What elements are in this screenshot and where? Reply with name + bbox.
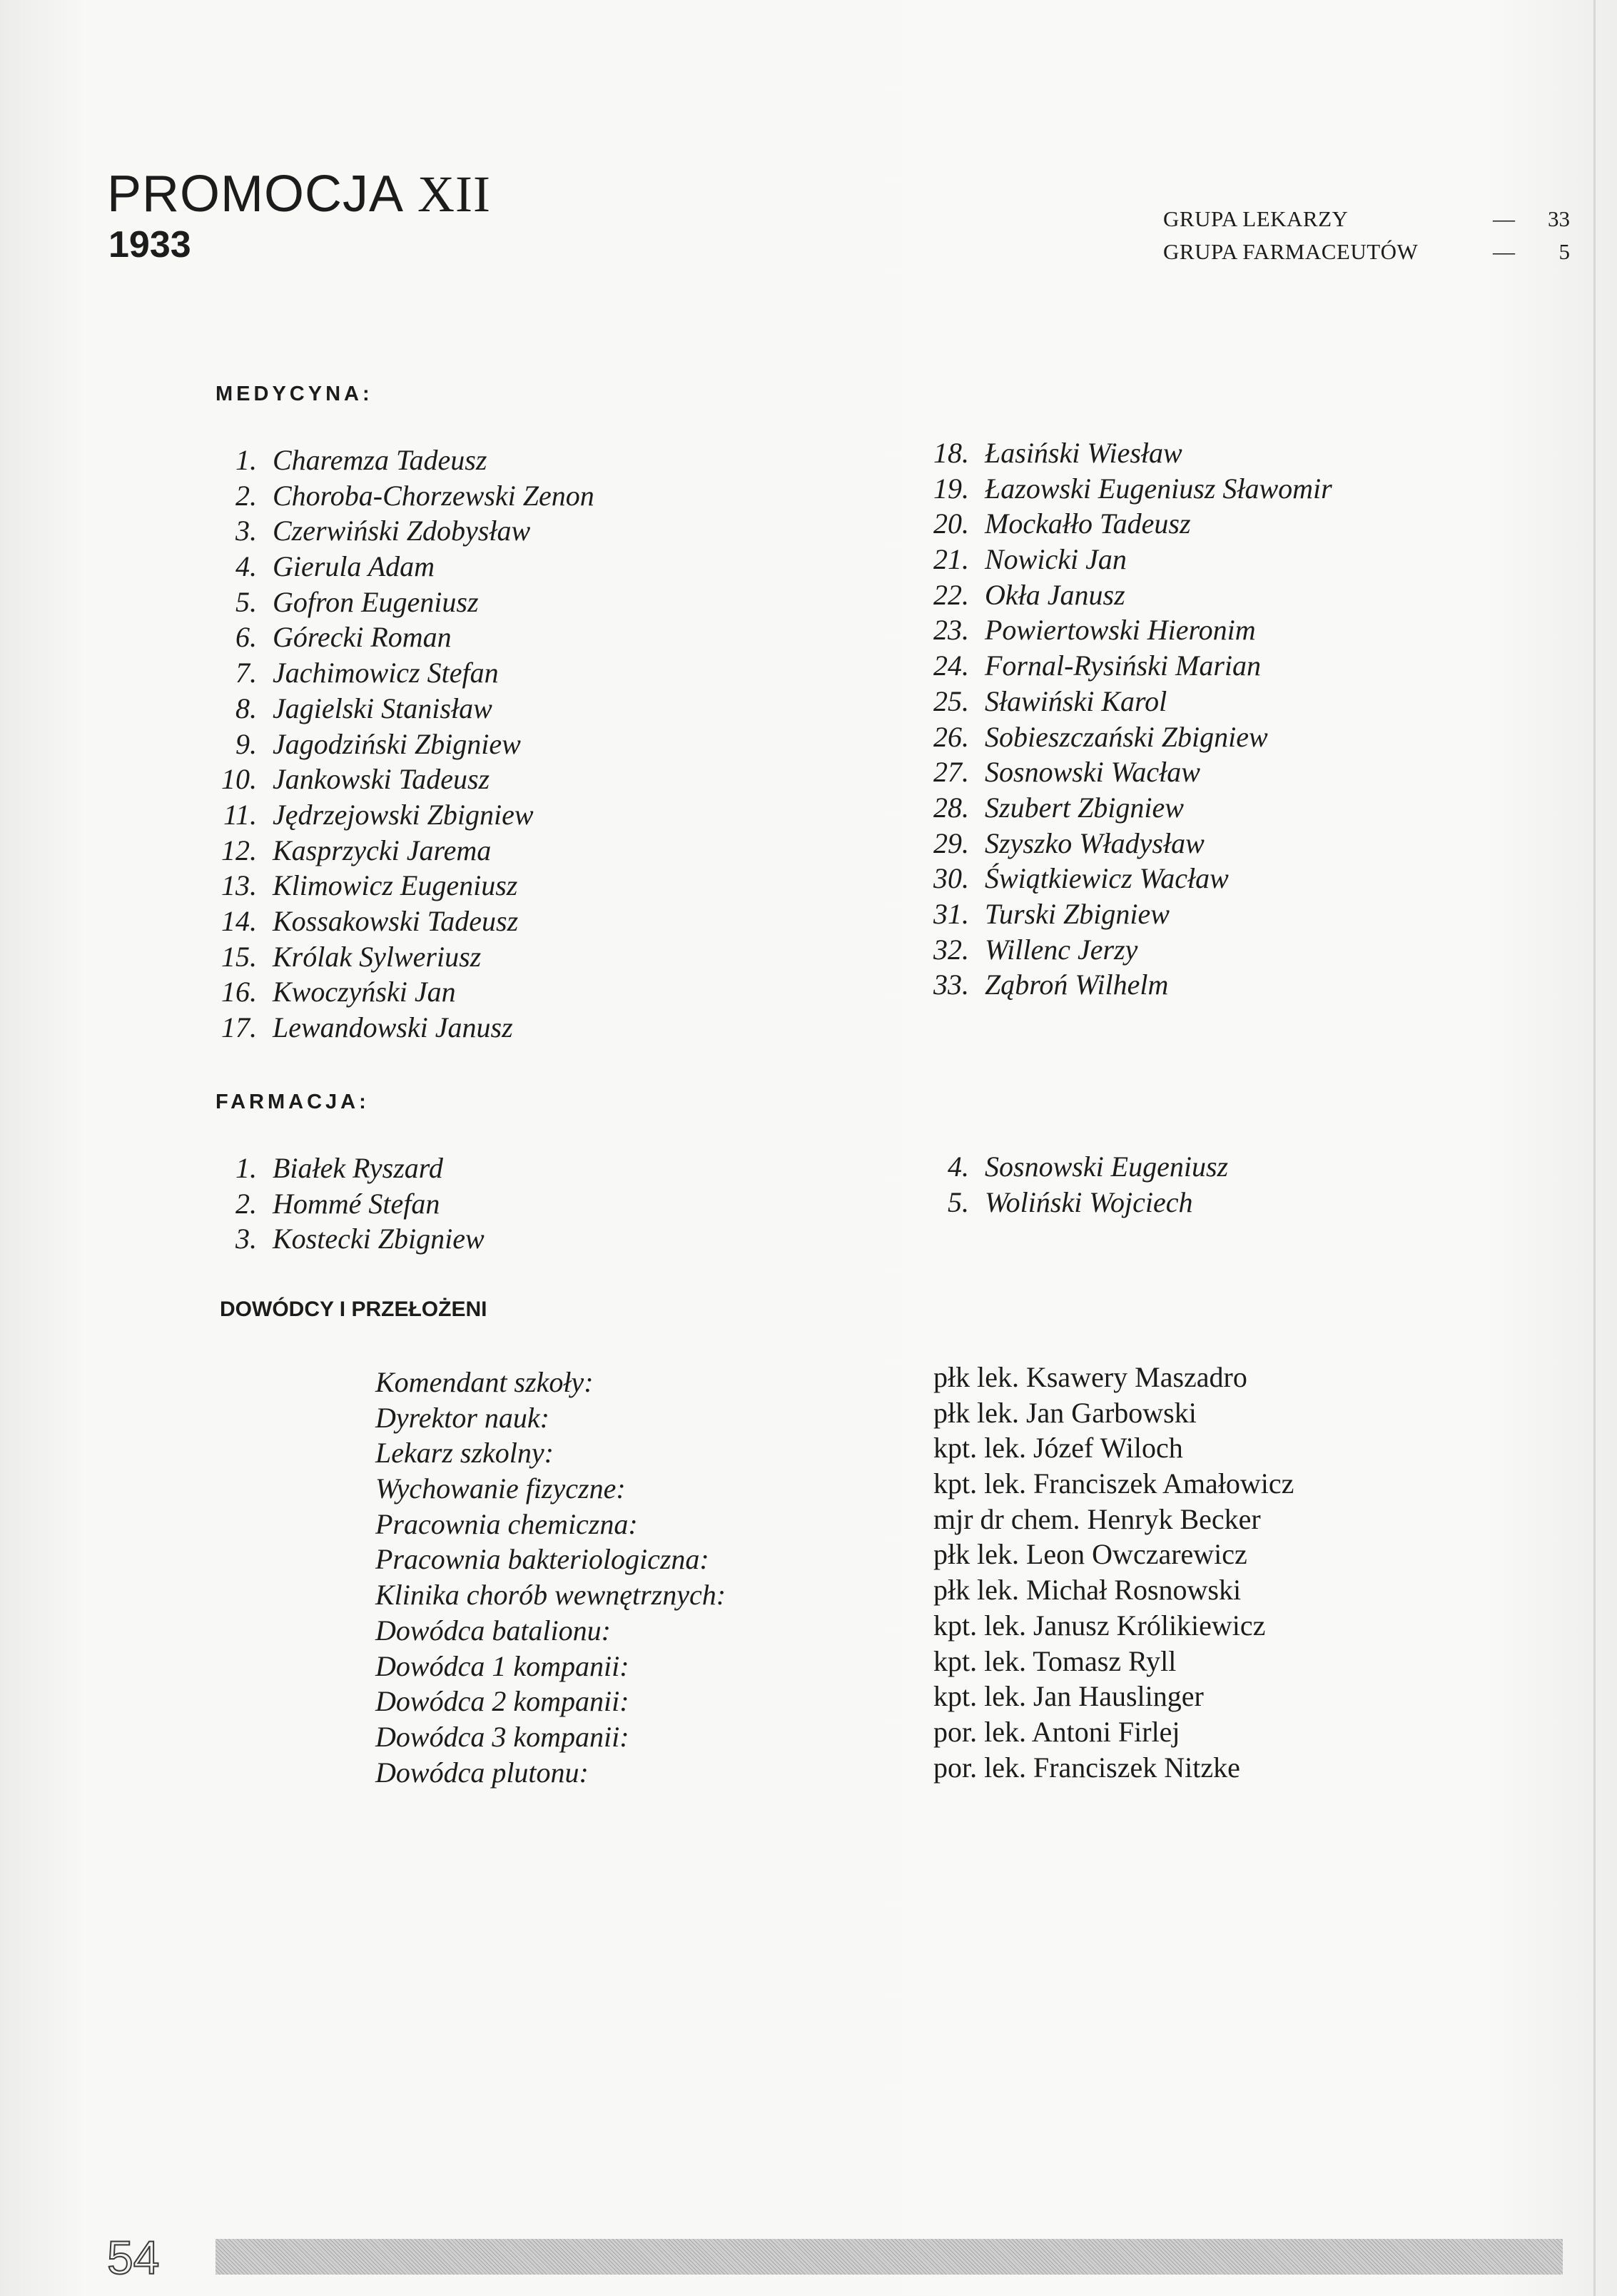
item-name: Gierula Adam	[273, 550, 435, 583]
section-heading-farmacja: FARMACJA:	[216, 1091, 370, 1113]
role-label: Dowódca batalionu:	[375, 1614, 611, 1647]
item-number: 33.	[933, 969, 969, 1001]
item-number: 11.	[223, 798, 257, 831]
item-number: 25.	[933, 684, 969, 717]
item-number: 2.	[235, 479, 257, 512]
item-name: Ząbroń Wilhelm	[985, 969, 1169, 1001]
item-number: 5.	[948, 1185, 969, 1218]
group-count: 5	[1558, 239, 1570, 264]
item-name: Czerwiński Zdobysław	[273, 515, 531, 547]
item-name: Nowicki Jan	[985, 543, 1127, 576]
title-numeral: XII	[417, 166, 491, 223]
person-name: por. lek. Franciszek Nitzke	[933, 1751, 1240, 1784]
item-name: Jachimowicz Stefan	[273, 657, 499, 689]
person-name: kpt. lek. Tomasz Ryll	[933, 1644, 1177, 1677]
role-label: Lekarz szkolny:	[375, 1437, 554, 1470]
item-number: 14.	[221, 904, 257, 937]
title-word: PROMOCJA	[107, 166, 405, 223]
section-heading-medycyna: MEDYCYNA:	[216, 383, 373, 405]
item-number: 6.	[235, 621, 257, 654]
item-name: Fornal-Rysiński Marian	[985, 649, 1262, 682]
item-name: Szubert Zbigniew	[985, 791, 1184, 824]
item-number: 21.	[933, 543, 969, 576]
item-number: 12.	[221, 834, 257, 866]
item-number: 17.	[221, 1011, 257, 1043]
person-name: kpt. lek. Jan Hauslinger	[933, 1680, 1204, 1713]
item-number: 3.	[235, 515, 257, 547]
role-label: Pracownia bakteriologiczna:	[375, 1543, 709, 1576]
item-name: Sosnowski Wacław	[985, 756, 1200, 789]
person-name: płk lek. Jan Garbowski	[933, 1396, 1197, 1429]
commander-roles	[375, 1365, 726, 1790]
role-label: Dowódca 1 kompanii:	[375, 1649, 629, 1682]
item-number: 13.	[221, 869, 257, 902]
item-number: 28.	[933, 791, 969, 824]
item-name: Białek Ryszard	[273, 1152, 443, 1184]
group-dash: —	[1493, 239, 1515, 264]
item-name: Świątkiewicz Wacław	[985, 862, 1229, 895]
group-summary	[1163, 203, 1570, 268]
role-label: Komendant szkoły:	[375, 1366, 594, 1398]
person-name: kpt. lek. Franciszek Amałowicz	[933, 1467, 1294, 1500]
item-number: 9.	[235, 727, 257, 760]
item-number: 4.	[948, 1150, 969, 1183]
group-count: 33	[1548, 206, 1570, 231]
item-name: Jagielski Stanisław	[273, 692, 492, 724]
item-name: Jagodziński Zbigniew	[273, 727, 521, 760]
item-number: 3.	[235, 1223, 257, 1255]
person-name: kpt. lek. Józef Wiloch	[933, 1432, 1183, 1465]
item-name: Kasprzycki Jarema	[273, 834, 492, 866]
section-heading-dowodcy: DOWÓDCY I PRZEŁOŻENI	[220, 1298, 487, 1321]
item-number: 27.	[933, 756, 969, 789]
item-number: 32.	[933, 933, 969, 966]
person-name: mjr dr chem. Henryk Becker	[933, 1502, 1261, 1535]
role-label: Dowódca 3 kompanii:	[375, 1720, 629, 1753]
item-name: Górecki Roman	[273, 621, 452, 654]
item-number: 31.	[933, 897, 969, 930]
item-number: 18.	[933, 437, 969, 469]
item-name: Okła Janusz	[985, 578, 1125, 611]
item-number: 20.	[933, 507, 969, 540]
item-number: 8.	[235, 692, 257, 724]
person-name: płk lek. Ksawery Maszadro	[933, 1361, 1247, 1393]
item-number: 24.	[933, 649, 969, 682]
role-label: Dyrektor nauk:	[375, 1401, 549, 1434]
item-name: Sosnowski Eugeniusz	[985, 1150, 1229, 1183]
person-name: por. lek. Antoni Firlej	[933, 1715, 1180, 1748]
item-number: 19.	[933, 472, 969, 505]
item-name: Powiertowski Hieronim	[985, 614, 1256, 647]
promotion-year: 1933	[108, 224, 191, 265]
group-dash: —	[1493, 206, 1515, 231]
item-name: Jankowski Tadeusz	[273, 763, 490, 796]
item-number: 1.	[235, 1152, 257, 1184]
item-name: Willenc Jerzy	[985, 933, 1138, 966]
item-number: 5.	[235, 585, 257, 618]
item-name: Gofron Eugeniusz	[273, 585, 479, 618]
page-number: 54	[107, 2231, 160, 2284]
item-name: Lewandowski Janusz	[273, 1011, 513, 1043]
item-name: Turski Zbigniew	[985, 897, 1170, 930]
group-label: GRUPA LEKARZY	[1163, 206, 1349, 231]
role-label: Pracownia chemiczna:	[375, 1507, 638, 1540]
item-number: 15.	[221, 940, 257, 973]
item-name: Sobieszczański Zbigniew	[985, 720, 1268, 753]
item-name: Kossakowski Tadeusz	[273, 904, 519, 937]
role-label: Wychowanie fizyczne:	[375, 1472, 626, 1505]
item-number: 1.	[235, 444, 257, 476]
item-number: 22.	[933, 578, 969, 611]
item-number: 16.	[221, 976, 257, 1008]
item-name: Kwoczyński Jan	[273, 976, 456, 1008]
role-label: Klinika chorób wewnętrznych:	[375, 1579, 726, 1612]
role-label: Dowódca 2 kompanii:	[375, 1685, 629, 1718]
footer-stripe	[216, 2239, 1563, 2275]
group-row	[1163, 236, 1570, 268]
person-name: płk lek. Michał Rosnowski	[933, 1574, 1242, 1607]
group-label: GRUPA FARMACEUTÓW	[1163, 239, 1419, 264]
scan-edge	[1593, 0, 1596, 2296]
item-name: Choroba-Chorzewski Zenon	[273, 479, 594, 512]
item-name: Woliński Wojciech	[985, 1185, 1193, 1218]
page-title	[107, 166, 491, 223]
item-name: Łasiński Wiesław	[985, 437, 1182, 469]
person-name: kpt. lek. Janusz Królikiewicz	[933, 1609, 1266, 1642]
item-name: Kostecki Zbigniew	[273, 1223, 485, 1255]
commander-names	[933, 1360, 1294, 1785]
item-name: Charemza Tadeusz	[273, 444, 487, 476]
item-number: 2.	[235, 1187, 257, 1220]
item-number: 7.	[235, 657, 257, 689]
item-number: 26.	[933, 720, 969, 753]
person-name: płk lek. Leon Owczarewicz	[933, 1538, 1247, 1571]
item-number: 30.	[933, 862, 969, 895]
item-number: 4.	[235, 550, 257, 583]
item-name: Łazowski Eugeniusz Sławomir	[985, 472, 1332, 505]
item-name: Szyszko Władysław	[985, 826, 1205, 859]
group-row	[1163, 203, 1570, 236]
role-label: Dowódca plutonu:	[375, 1756, 589, 1789]
item-name: Mockałło Tadeusz	[985, 507, 1191, 540]
item-name: Klimowicz Eugeniusz	[273, 869, 518, 902]
item-number: 10.	[221, 763, 257, 796]
item-number: 23.	[933, 614, 969, 647]
item-name: Jędrzejowski Zbigniew	[273, 798, 534, 831]
item-name: Królak Sylweriusz	[273, 940, 482, 973]
item-name: Hommé Stefan	[273, 1187, 440, 1220]
item-number: 29.	[933, 826, 969, 859]
item-name: Sławiński Karol	[985, 684, 1167, 717]
